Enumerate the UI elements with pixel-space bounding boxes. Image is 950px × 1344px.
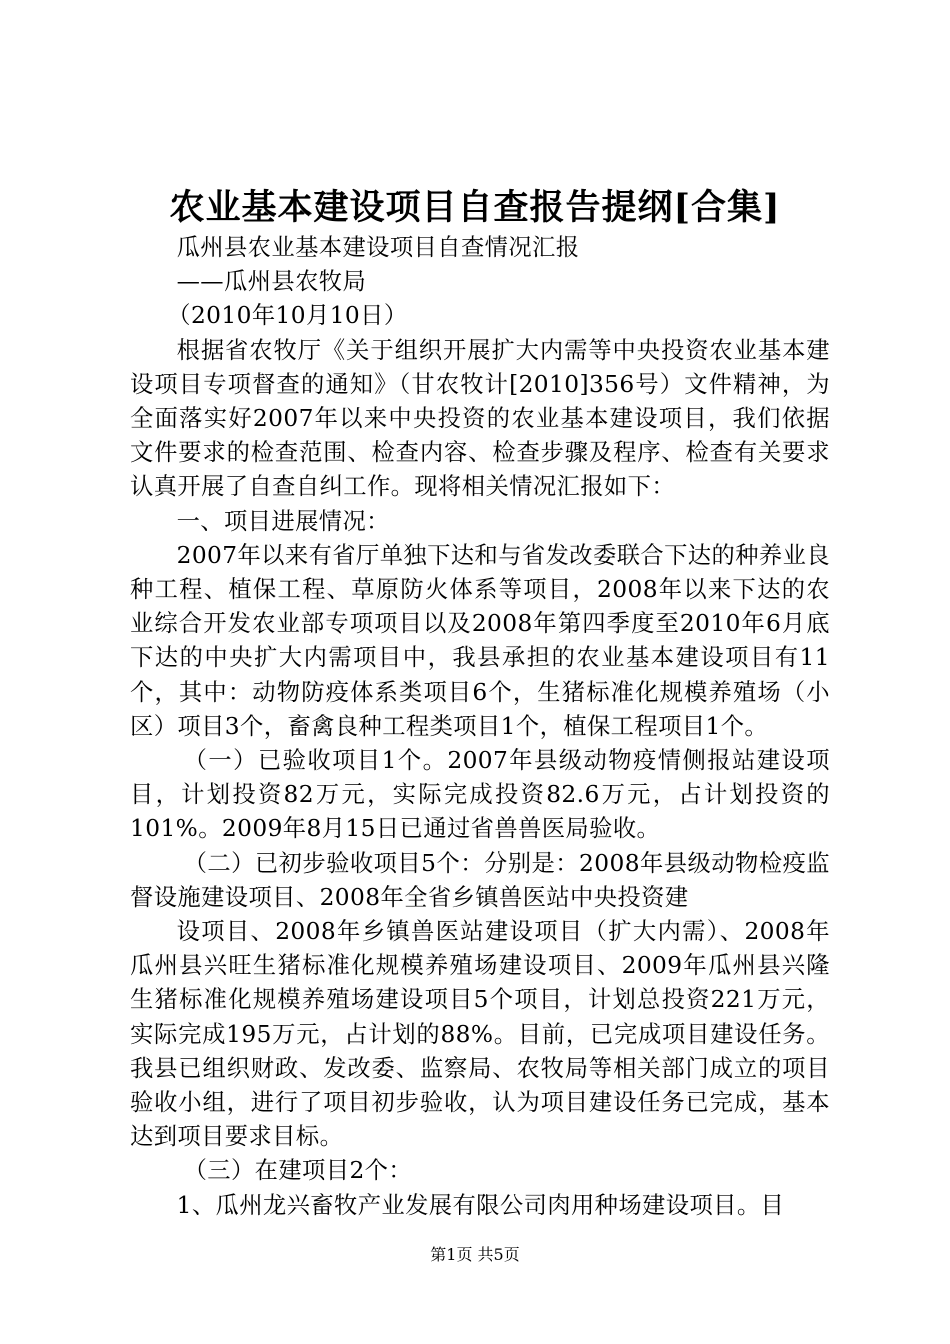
paragraph-preliminary-continued: 设项目、2008年乡镇兽医站建设项目（扩大内需）、2008年瓜州县兴旺生猪标准化规模养殖场建设项目、2009年瓜州县兴隆生猪标准化规模养殖场建设项目5个项目，计划总投资221万元，实际完成195万元，占计划的88%。目前，已完成项目建设任务。我县已组织财政、发改委、监察局、农牧局等相关部门成立的项目验收小组，进行了项目初步验收，认为项目建设任务已完成，基本达到项目要求目标。: [130, 918, 830, 1151]
report-heading: 瓜州县农业基本建设项目自查情况汇报: [176, 234, 580, 261]
paragraph-accepted: （一）已验收项目1个。2007年县级动物疫情侧报站建设项目，计划投资82万元，实际完成投资82.6万元，占计划投资的101%。2009年8月15日已通过省兽兽医局验收。: [130, 747, 830, 843]
section-heading-progress: 一、项目进展情况：: [176, 507, 390, 535]
report-date: （2010年10月10日）: [167, 302, 408, 330]
paragraph-in-progress-heading: （三）在建项目2个：: [183, 1157, 413, 1185]
paragraph-in-progress-item: 1、瓜州龙兴畜牧产业发展有限公司肉用种场建设项目。目: [176, 1191, 785, 1219]
page-number: 第1页 共5页: [430, 1245, 520, 1264]
report-issuer: ——瓜州县农牧局: [176, 268, 367, 296]
document-title: 农业基本建设项目自查报告提纲[合集]: [169, 187, 781, 228]
paragraph-intro: 根据省农牧厅《关于组织开展扩大内需等中央投资农业基本建设项目专项督查的通知》（甘农牧计[2010]356号）文件精神，为全面落实好2007年以来中央投资的农业基本建设项目，我们依据文件要求的检查范围、检查内容、检查步骤及程序、检查有关要求认真开展了自查自纠工作。现将相关情况汇报如下：: [130, 336, 830, 501]
paragraph-overview: 2007年以来有省厅单独下达和与省发改委联合下达的种养业良种工程、植保工程、草原防火体系等项目，2008年以来下达的农业综合开发农业部专项项目以及2008年第四季度至2010年6月底下达的中央扩大内需项目中，我县承担的农业基本建设项目有11个，其中：动物防疫体系类项目6个，生猪标准化规模养殖场（小区）项目3个，畜禽良种工程类项目1个，植保工程项目1个。: [130, 541, 830, 740]
document-body: [130, 231, 830, 1223]
paragraph-preliminary: （二）已初步验收项目5个：分别是：2008年县级动物检疫监督设施建设项目、2008年全省乡镇兽医站中央投资建: [130, 849, 830, 911]
